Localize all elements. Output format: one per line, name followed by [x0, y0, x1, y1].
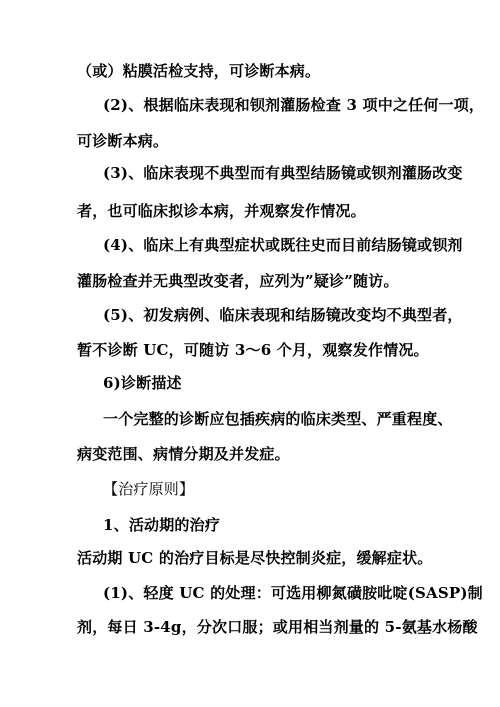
text-line: 剂，每日 3-4g，分次口服；或用相当剂量的 5-氨基水杨酸 — [77, 618, 478, 636]
text-line: (5)、初发病例、临床表现和结肠镜改变均不典型者， — [103, 306, 463, 324]
text-line: 灌肠检查并无典型改变者，应列为”疑诊”随访。 — [77, 272, 399, 290]
section-heading: 【治疗原则】 — [103, 480, 195, 498]
text-line: (3)、临床表现不典型而有典型结肠镜或钡剂灌肠改变 — [103, 164, 463, 182]
text-line: 病变范围、病情分期及并发症。 — [77, 445, 290, 463]
text-line: 活动期 UC 的治疗目标是尽快控制炎症，缓解症状。 — [77, 549, 433, 567]
text-line: 者，也可临床拟诊本病，并观察发作情况。 — [77, 202, 366, 220]
text-line: (4)、临床上有典型症状或既往史而目前结肠镜或钡剂 — [103, 236, 463, 254]
text-line: (1)、轻度 UC 的处理：可选用柳氮磺胺吡啶(SASP)制 — [103, 584, 483, 602]
text-line: 一个完整的诊断应包插疾病的临床类型、严重程度、 — [103, 410, 453, 428]
text-line: 可诊断本病。 — [77, 132, 169, 150]
text-line: （或）粘膜活检支持，可诊断本病。 — [77, 62, 321, 80]
text-line: (2)、根据临床表现和钡剂灌肠检查 3 项中之任何一项， — [103, 96, 485, 114]
subsection-heading: 1、活动期的治疗 — [103, 516, 221, 534]
section-heading: 6)诊断描述 — [103, 374, 182, 392]
text-line: 暂不诊断 UC，可随访 3～6 个月，观察发作情况。 — [77, 341, 429, 359]
